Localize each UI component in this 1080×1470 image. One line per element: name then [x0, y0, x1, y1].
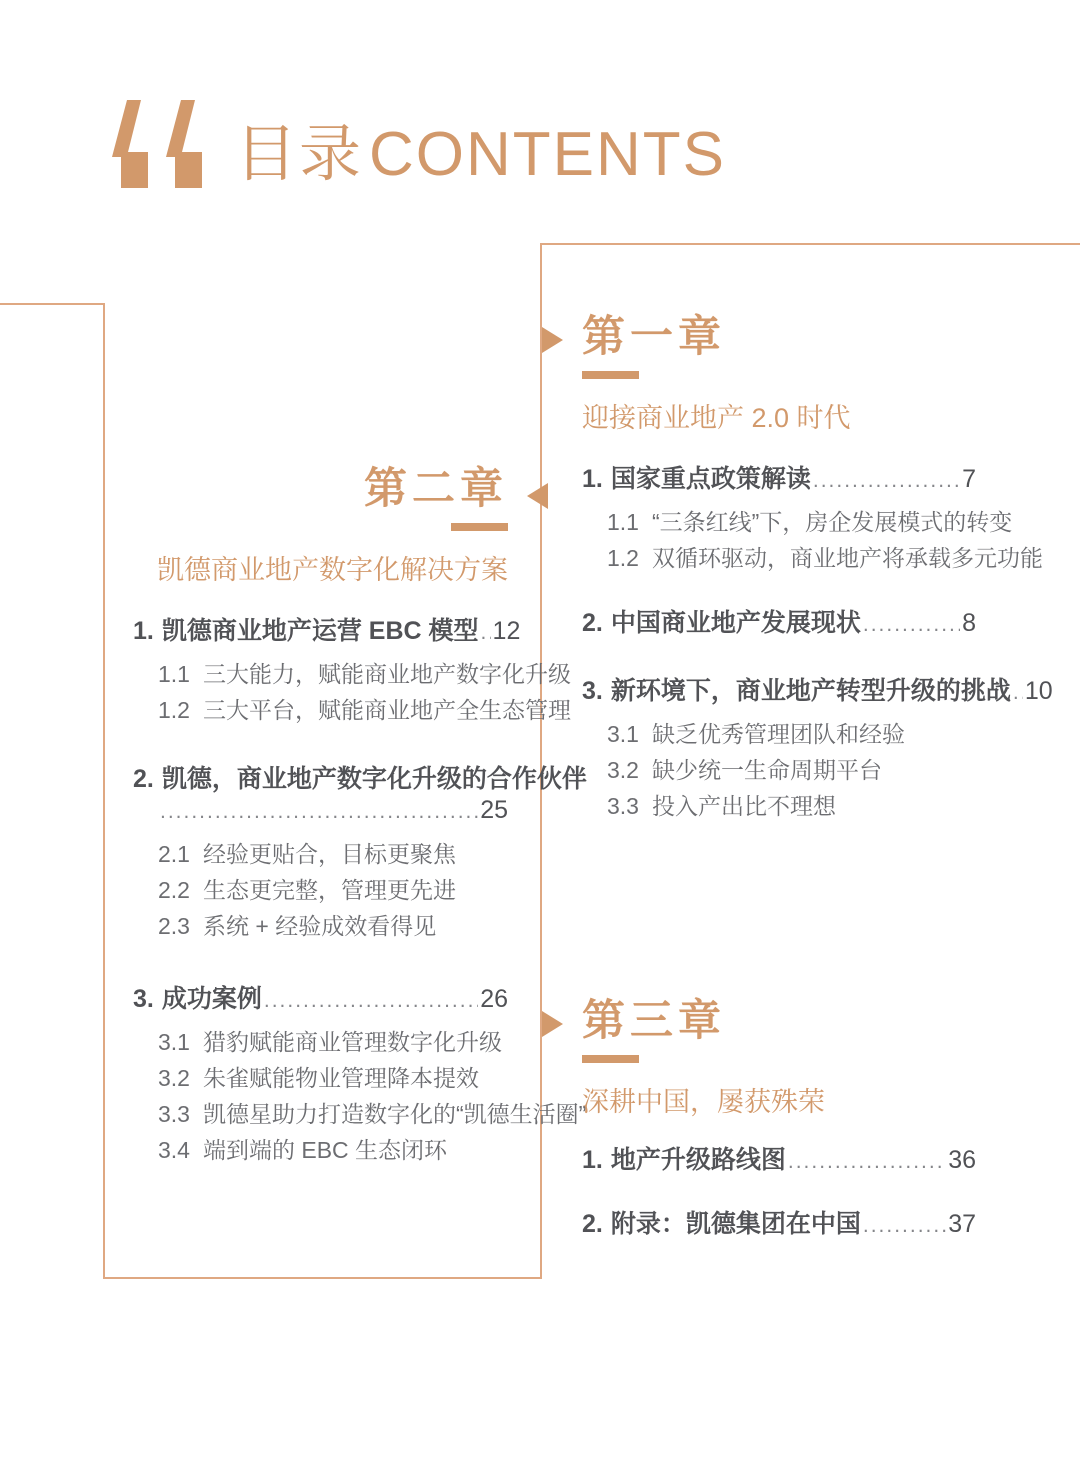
chapter-3-title: 第三章 — [582, 997, 726, 1045]
entry-number: 1. — [582, 465, 603, 493]
toc-sub-entry[interactable] — [158, 872, 508, 908]
entry-title: 缺少统一生命周期平台 — [651, 757, 882, 783]
entry-number: 1. — [582, 1146, 603, 1174]
toc-entry[interactable] — [582, 1145, 976, 1177]
entry-title: 缺乏优秀管理团队和经验 — [651, 721, 905, 747]
entry-page: 8 — [962, 609, 976, 637]
chapter-2-title: 第二章 — [364, 465, 508, 513]
entry-title: 成功案例 — [161, 985, 262, 1013]
entry-number: 2. — [582, 1210, 603, 1238]
entry-number: 3. — [133, 985, 154, 1013]
page-title-en: CONTENTS — [369, 120, 727, 189]
entry-number: 2.2 — [158, 877, 190, 903]
page-title-zh: 目录 — [235, 120, 364, 189]
toc-entry-leader[interactable] — [158, 794, 508, 828]
entry-number: 3.4 — [158, 1137, 190, 1163]
toc-entry[interactable] — [133, 764, 587, 794]
toc-entry[interactable] — [582, 1209, 976, 1241]
dot-leader — [813, 466, 960, 496]
sub-entries — [158, 1024, 587, 1168]
entry-number: 2.3 — [158, 913, 190, 939]
entry-number: 3. — [582, 677, 603, 705]
entry-number: 3.1 — [607, 721, 639, 747]
toc-sub-entry[interactable] — [607, 504, 1013, 540]
chapter-1-underline — [582, 371, 639, 379]
entry-number: 1.2 — [158, 697, 190, 723]
dot-leader — [1013, 678, 1023, 708]
chapter-2-section — [133, 465, 587, 1168]
chapter-2-toc-list — [133, 616, 587, 1168]
entry-title: 三大平台，赋能商业地产全生态管理 — [202, 697, 571, 723]
toc-sub-entry[interactable] — [158, 692, 571, 728]
dot-leader — [160, 796, 478, 828]
chapter-2-underline — [451, 523, 508, 531]
entry-title: 系统 + 经验成效看得见 — [202, 913, 437, 939]
dot-leader — [481, 618, 491, 648]
entry-title: 投入产出比不理想 — [651, 793, 836, 819]
entry-title: 经验更贴合，目标更聚焦 — [202, 841, 456, 867]
entry-title: 凯德，商业地产数字化升级的合作伙伴 — [161, 765, 587, 793]
chapter-1-subtitle: 迎接商业地产 2.0 时代 — [582, 403, 851, 433]
pointer-right-icon — [542, 327, 563, 353]
entry-number: 2. — [133, 765, 154, 793]
toc-entry[interactable] — [582, 464, 976, 496]
entry-number: 1.1 — [607, 509, 639, 535]
toc-sub-entry[interactable] — [158, 1132, 508, 1168]
entry-number: 3.3 — [158, 1101, 190, 1127]
chapter-1-section — [582, 313, 1053, 824]
entry-title: “三条红线”下，房企发展模式的转变 — [651, 509, 1013, 535]
entry-title: 中国商业地产发展现状 — [610, 609, 861, 637]
quote-marks-icon — [103, 100, 213, 188]
toc-entry[interactable] — [133, 984, 508, 1016]
entry-title: 三大能力，赋能商业地产数字化升级 — [202, 661, 571, 687]
entry-page: 10 — [1024, 677, 1053, 705]
chapter-1-toc-list — [582, 464, 1053, 824]
dot-leader — [264, 986, 478, 1016]
entry-title: 地产升级路线图 — [610, 1146, 786, 1174]
entry-number: 3.2 — [158, 1065, 190, 1091]
toc-sub-entry[interactable] — [158, 656, 571, 692]
entry-number: 1.1 — [158, 661, 190, 687]
chapter-2-subtitle: 凯德商业地产数字化解决方案 — [157, 555, 508, 585]
chapter-3-underline — [582, 1055, 639, 1063]
chapter-3-toc-list — [582, 1145, 976, 1241]
entry-page: 26 — [480, 985, 508, 1013]
toc-entry[interactable] — [582, 676, 1053, 708]
toc-sub-entry[interactable] — [158, 1060, 508, 1096]
entry-title: 猎豹赋能商业管理数字化升级 — [202, 1029, 502, 1055]
entry-title: 朱雀赋能物业管理降本提效 — [202, 1065, 479, 1091]
entry-number: 1.2 — [607, 545, 639, 571]
toc-sub-entry[interactable] — [158, 908, 508, 944]
entry-page: 25 — [480, 796, 508, 824]
entry-number: 2.1 — [158, 841, 190, 867]
entry-number: 2. — [582, 609, 603, 637]
entry-title: 附录：凯德集团在中国 — [610, 1210, 861, 1238]
sub-entries — [158, 836, 508, 944]
toc-sub-entry[interactable] — [607, 716, 976, 752]
entry-title: 国家重点政策解读 — [610, 465, 811, 493]
toc-entry[interactable] — [133, 616, 521, 648]
dot-leader — [863, 1211, 946, 1241]
entry-page: 36 — [948, 1146, 976, 1174]
entry-title: 凯德星助力打造数字化的“凯德生活圈” — [202, 1101, 587, 1127]
chapter-3-subtitle: 深耕中国，屡获殊荣 — [582, 1087, 825, 1117]
entry-title: 端到端的 EBC 生态闭环 — [202, 1137, 448, 1163]
page-header — [103, 100, 732, 188]
toc-sub-entry[interactable] — [158, 836, 508, 872]
toc-sub-entry[interactable] — [607, 788, 976, 824]
entry-page: 12 — [492, 617, 521, 645]
entry-number: 3.1 — [158, 1029, 190, 1055]
sub-entries — [607, 504, 1043, 576]
entry-title: 凯德商业地产运营 EBC 模型 — [161, 617, 479, 645]
sub-entries — [607, 716, 976, 824]
toc-sub-entry[interactable] — [158, 1024, 508, 1060]
pointer-right-icon — [542, 1011, 563, 1037]
toc-sub-entry[interactable] — [158, 1096, 587, 1132]
toc-sub-entry[interactable] — [607, 752, 976, 788]
entry-page: 7 — [962, 465, 976, 493]
chapter-3-section — [582, 998, 976, 1241]
chapter-1-title: 第一章 — [582, 313, 726, 361]
entry-title: 新环境下，商业地产转型升级的挑战 — [610, 677, 1011, 705]
sub-entries — [158, 656, 571, 728]
pointer-left-icon — [527, 483, 548, 509]
entry-title: 生态更完整，管理更先进 — [202, 877, 456, 903]
toc-sub-entry[interactable] — [607, 540, 1043, 576]
entry-page: 37 — [948, 1210, 976, 1238]
entry-number: 1. — [133, 617, 154, 645]
toc-entry[interactable] — [582, 608, 976, 640]
page-title — [235, 120, 732, 189]
entry-title: 双循环驱动，商业地产将承载多元功能 — [651, 545, 1043, 571]
entry-number: 3.3 — [607, 793, 639, 819]
dot-leader — [788, 1147, 946, 1177]
dot-leader — [863, 610, 960, 640]
entry-number: 3.2 — [607, 757, 639, 783]
